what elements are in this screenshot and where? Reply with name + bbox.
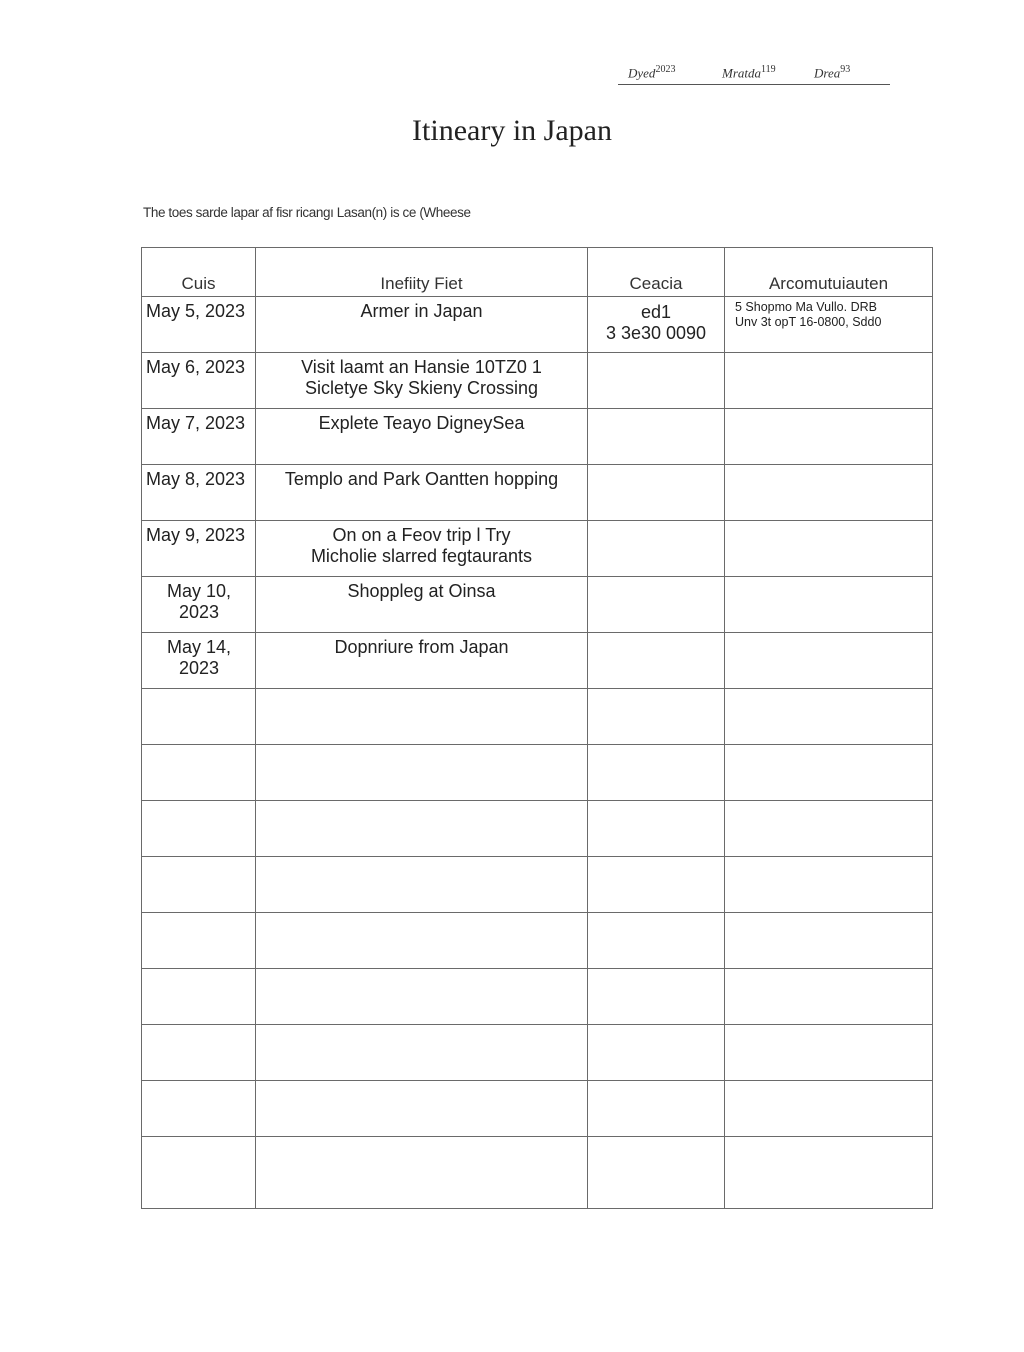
page-title: Itineary in Japan: [412, 114, 612, 147]
cell-activity: [256, 1137, 588, 1209]
cell-accommodation: [725, 913, 933, 969]
cell-cost: ed1 3 3e30 0090: [588, 297, 725, 353]
cell-date: May 6, 2023: [142, 353, 256, 409]
intro-text: The toes sarde lapar af fisr ricangı Lasan(n) is ce (Wheese: [143, 205, 471, 220]
cell-accommodation: [725, 745, 933, 801]
cell-cost: [588, 969, 725, 1025]
cell-activity: [256, 913, 588, 969]
cell-accommodation: [725, 353, 933, 409]
cell-accommodation: [725, 465, 933, 521]
cell-date: May 8, 2023: [142, 465, 256, 521]
cell-cost: [588, 633, 725, 689]
cell-accommodation: [725, 1025, 933, 1081]
table-row: [142, 1081, 933, 1137]
cell-date: [142, 913, 256, 969]
cell-date: [142, 969, 256, 1025]
cell-activity: [256, 857, 588, 913]
meta-field-2: [722, 64, 776, 81]
cell-date: May 9, 2023: [142, 521, 256, 577]
table-row: [142, 1137, 933, 1209]
table-row: [142, 969, 933, 1025]
table-row: [142, 689, 933, 745]
cell-cost: [588, 577, 725, 633]
cell-cost: [588, 689, 725, 745]
meta-2-label: Mratda: [722, 65, 761, 81]
cell-accommodation: [725, 857, 933, 913]
cell-activity: [256, 969, 588, 1025]
cell-activity: Explete Teayo DigneySea: [256, 409, 588, 465]
cell-cost: [588, 1025, 725, 1081]
cell-activity: [256, 745, 588, 801]
cell-cost: [588, 409, 725, 465]
cell-accommodation: [725, 577, 933, 633]
meta-field-1: [628, 64, 675, 81]
cell-accommodation: [725, 633, 933, 689]
cell-accommodation: [725, 1137, 933, 1209]
cell-activity: Visit laamt an Hansie 10TZ0 1 Sicletye Sky Skieny Crossing: [256, 353, 588, 409]
table-body: [142, 297, 933, 1209]
meta-field-3: [814, 64, 850, 81]
cell-date: [142, 801, 256, 857]
cell-cost: [588, 745, 725, 801]
table-row: [142, 1025, 933, 1081]
cell-date: [142, 1081, 256, 1137]
table-row: [142, 521, 933, 577]
cell-accommodation: 5 Shopmo Ma Vullo. DRB Unv 3t opT 16-0800, Sdd0: [725, 297, 933, 353]
cell-date: May 10, 2023: [142, 577, 256, 633]
column-header-cost: Ceacia: [588, 248, 725, 297]
meta-1-label: Dyed: [628, 65, 656, 81]
table-row: [142, 577, 933, 633]
cell-accommodation: [725, 969, 933, 1025]
cell-activity: On on a Feov trip l Try Micholie slarred fegtaurants: [256, 521, 588, 577]
cell-date: May 5, 2023: [142, 297, 256, 353]
cell-date: May 7, 2023: [142, 409, 256, 465]
cell-activity: [256, 1081, 588, 1137]
table-row: [142, 745, 933, 801]
meta-3-value: 93: [840, 64, 851, 75]
cell-accommodation: [725, 801, 933, 857]
cell-activity: Shoppleg at Oinsa: [256, 577, 588, 633]
meta-3-label: Drea: [814, 65, 841, 81]
table-row: [142, 353, 933, 409]
cell-cost: [588, 1137, 725, 1209]
table-row: [142, 801, 933, 857]
cell-cost: [588, 857, 725, 913]
table-row: [142, 857, 933, 913]
cell-activity: Templo and Park Oantten hopping: [256, 465, 588, 521]
cell-cost: [588, 1081, 725, 1137]
cell-cost: [588, 521, 725, 577]
table-row: [142, 409, 933, 465]
cell-date: [142, 857, 256, 913]
cell-activity: [256, 1025, 588, 1081]
cell-cost: [588, 913, 725, 969]
itinerary-table: [141, 247, 933, 1209]
cell-accommodation: [725, 689, 933, 745]
cell-cost: [588, 465, 725, 521]
table-row: [142, 913, 933, 969]
cell-date: [142, 1137, 256, 1209]
cell-activity: [256, 689, 588, 745]
cell-activity: Armer in Japan: [256, 297, 588, 353]
table-row: [142, 633, 933, 689]
header-meta-line: [618, 60, 890, 85]
cell-date: [142, 1025, 256, 1081]
cell-date: [142, 689, 256, 745]
cell-cost: [588, 353, 725, 409]
meta-2-value: 119: [761, 64, 776, 75]
table-row: [142, 465, 933, 521]
cell-activity: [256, 801, 588, 857]
table-header-row: [142, 248, 933, 297]
column-header-date: Cuis: [142, 248, 256, 297]
cell-accommodation: [725, 521, 933, 577]
cell-accommodation: [725, 1081, 933, 1137]
cell-date: [142, 745, 256, 801]
cell-accommodation: [725, 409, 933, 465]
meta-1-value: 2023: [655, 64, 676, 75]
column-header-accommodation: Arcomutuiauten: [725, 248, 933, 297]
cell-date: May 14, 2023: [142, 633, 256, 689]
table-row: [142, 297, 933, 353]
cell-cost: [588, 801, 725, 857]
cell-activity: Dopnriure from Japan: [256, 633, 588, 689]
column-header-activity: Inefiity Fiet: [256, 248, 588, 297]
